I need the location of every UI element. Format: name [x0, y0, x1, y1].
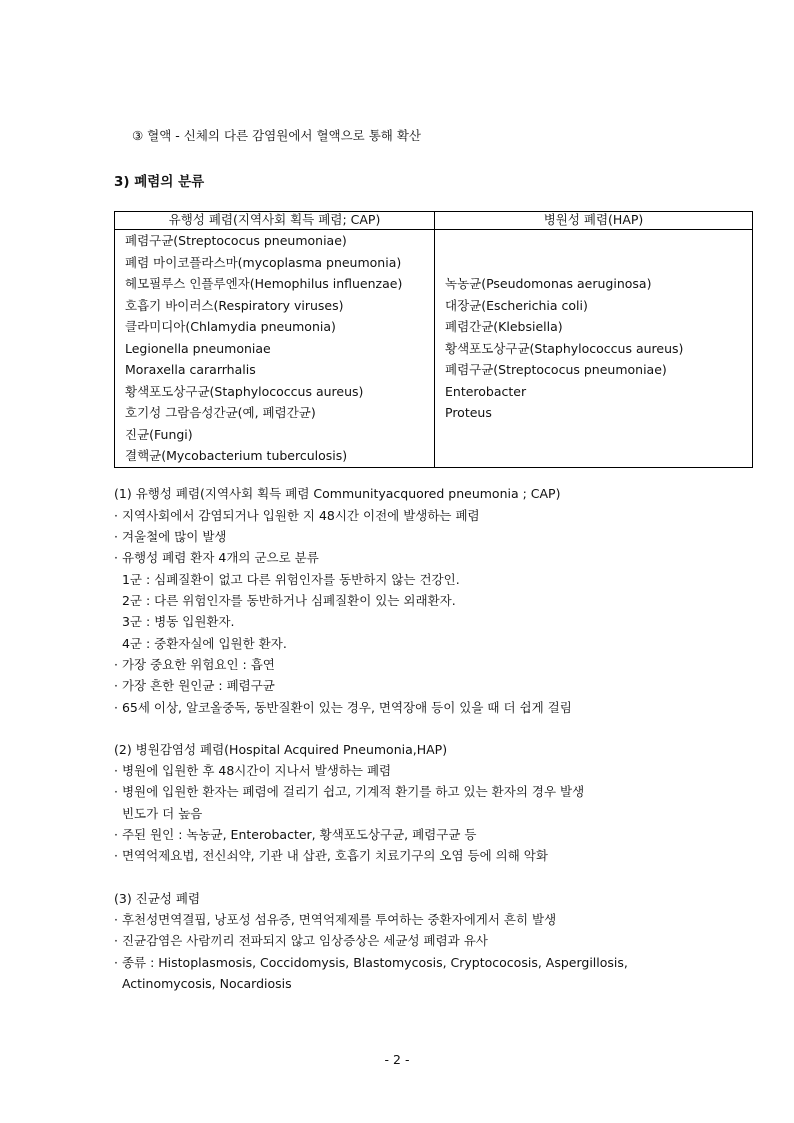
s1-line: · 겨울철에 많이 발생 [114, 529, 227, 544]
page-number: - 2 - [384, 1052, 410, 1067]
s3-line: · 진균감염은 사람끼리 전파되지 않고 임상증상은 세균성 폐렴과 유사 [114, 933, 488, 948]
s1-line: · 65세 이상, 알코올중독, 동반질환이 있는 경우, 면역장애 등이 있을 때 더 쉽게 걸림 [114, 700, 572, 715]
cap-item: 폐렴구균(Streptococus pneumoniae) [125, 233, 347, 248]
s1-line: · 유행성 폐렴 환자 4개의 군으로 분류 [114, 550, 319, 565]
s1-line: · 지역사회에서 감염되거나 입원한 지 48시간 이전에 발생하는 폐렴 [114, 508, 480, 523]
s2-title: (2) 병원감염성 폐렴(Hospital Acquired Pneumonia,HAP) [114, 742, 448, 757]
cap-item: 결핵균(Mycobacterium tuberculosis) [125, 448, 348, 463]
hap-item: 폐렴구균(Streptococus pneumoniae) [445, 362, 667, 377]
s1-line: · 가장 흔한 원인균 : 폐렴구균 [114, 678, 275, 693]
s3-title: (3) 진균성 폐렴 [114, 891, 201, 906]
s1-title: (1) 유행성 폐렴(지역사회 획득 폐렴 Communityacquored pneumonia ; CAP) [114, 486, 561, 501]
s1-line: 3군 : 병동 입원환자. [114, 614, 235, 629]
cap-item: Legionella pneumoniae [125, 340, 271, 356]
cap-item: 클라미디아(Chlamydia pneumonia) [125, 319, 336, 334]
s2-line: · 병원에 입원한 환자는 폐렴에 걸리기 쉽고, 기계적 환기를 하고 있는 환자의 경우 발생 [114, 784, 585, 799]
cap-item: Moraxella cararrhalis [125, 362, 256, 377]
s2-line: · 주된 원인 : 녹농균, Enterobacter, 황색포도상구균, 폐렴구균 등 [114, 827, 477, 842]
s1-line: · 가장 중요한 위험요인 : 흡연 [114, 657, 275, 672]
cap-item: 폐렴 마이코플라스마(mycoplasma pneumonia) [125, 254, 402, 270]
hap-item: Enterobacter [445, 383, 527, 399]
hap-item: Proteus [445, 405, 492, 420]
s3-line: · 후천성면역결핍, 낭포성 섬유증, 면역억제제를 투여하는 중환자에게서 흔히 발생 [114, 912, 557, 927]
s1-line: 2군 : 다른 위험인자를 동반하거나 심폐질환이 있는 외래환자. [114, 593, 456, 608]
hap-item [435, 424, 752, 446]
intro-line: ③ 혈액 - 신체의 다른 감염원에서 혈액으로 통해 확산 [132, 128, 422, 143]
hap-column [435, 230, 753, 468]
s2-line: · 면역억제요법, 전신쇠약, 기관 내 삽관, 호흡기 치료기구의 오염 등에 의해 악화 [114, 848, 548, 863]
s2-line: 빈도가 더 높음 [114, 806, 203, 821]
cap-item: 호기성 그람음성간균(예, 폐렴간균) [125, 405, 316, 420]
hap-item [435, 230, 752, 252]
hap-item: 녹농균(Pseudomonas aeruginosa) [445, 276, 652, 291]
cap-item: 헤모필루스 인플루엔자(Hemophilus influenzae) [125, 276, 403, 291]
s3-line: · 종류 : Histoplasmosis, Coccidomysis, Blastomycosis, Cryptococosis, Aspergillosis, [114, 955, 628, 970]
cap-item: 호흡기 바이러스(Respiratory viruses) [125, 297, 344, 313]
hap-item: 폐렴간균(Klebsiella) [445, 319, 563, 334]
s1-line: 4군 : 중환자실에 입원한 환자. [114, 636, 287, 651]
section-title: 3) 폐렴의 분류 [114, 174, 205, 190]
table-header-cap: 유행성 폐렴(지역사회 획득 폐렴; CAP) [115, 212, 435, 230]
hap-item [435, 445, 752, 467]
cap-item: 진균(Fungi) [125, 426, 193, 442]
s2-line: · 병원에 입원한 후 48시간이 지나서 발생하는 폐렴 [114, 763, 392, 778]
s3-line: Actinomycosis, Nocardiosis [114, 976, 292, 991]
s1-line: 1군 : 심폐질환이 없고 다른 위험인자를 동반하지 않는 건강인. [114, 572, 460, 587]
hap-item [435, 252, 752, 274]
cap-column [115, 230, 435, 468]
table-header-hap: 병원성 폐렴(HAP) [435, 212, 753, 230]
hap-item: 황색포도상구균(Staphylococcus aureus) [445, 340, 684, 356]
hap-item: 대장균(Escherichia coli) [445, 297, 588, 313]
classification-table [114, 211, 753, 468]
cap-item: 황색포도상구균(Staphylococcus aureus) [125, 383, 364, 399]
